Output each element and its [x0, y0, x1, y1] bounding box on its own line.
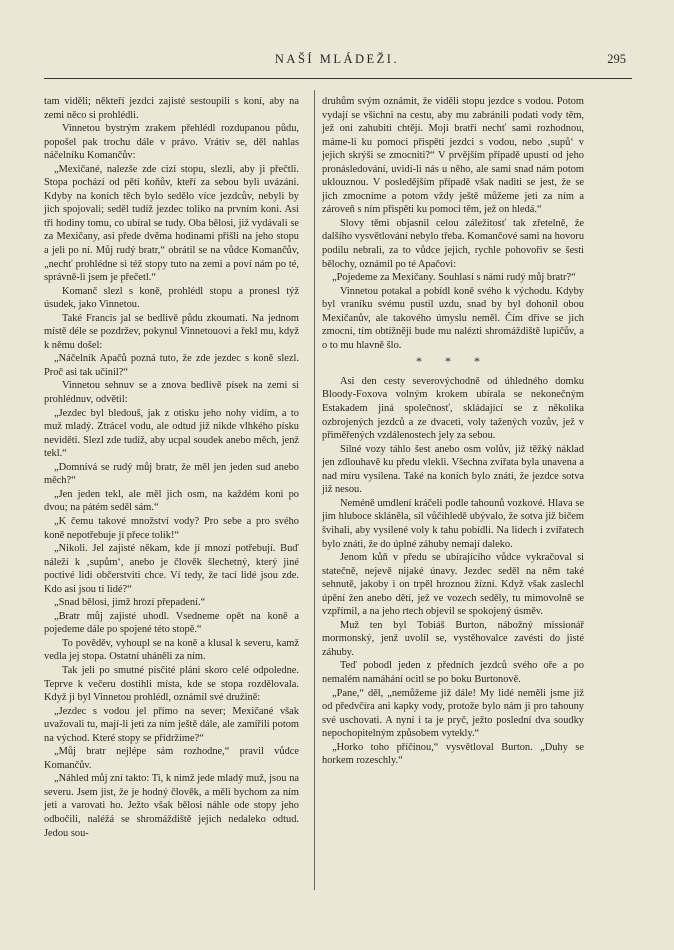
paragraph: Vinnetou bystrým zrakem přehlédl rozdupanou půdu, popošel pak trochu dále v právo. Vrátiv se, děl nahlas náčelníku Komančův: — [44, 123, 299, 162]
paragraph: „K čemu takové množství vody? Pro sebe a pro svého koně nepotřebuje jí přece tolik!“ — [44, 515, 299, 541]
running-title: NAŠÍ MLÁDEŽI. — [274, 52, 400, 66]
paragraph: „Pane,“ děl, „nemůžeme již dále! My lidé neměli jsme již od předvčíra ani kapky vody, protože bylo nám ji pro tahouny své uschovati. A nyní i ta je pryč, ježto poslední dva soudky nepochopitelným způsobem vytekly.“ — [322, 687, 584, 740]
paragraph: Slovy těmi objasnil celou záležitosť tak zřetelně, že dalšího vysvětlování nebylo třeba. Komančové sami na hovoru podílu nebrali, za to vůdce jejich, rychle pohovořiv se šesti bělochy, oznámil po té Apačovi: — [322, 217, 585, 270]
paragraph: „Bratr můj zajisté uhodl. Vsedneme opět na koně a pojedeme dále po spojené této stopě.“ — [44, 610, 299, 636]
paragraph: Jenom kůň v předu se ubírajícího vůdce vykračoval si statečně, nejevě nijaké únavy. Jezdec seděl na něm také sehnutě, jakoby i on trpěl hroznou žízní. Když však zaslechl úpění žen anebo dětí, jež ve vozech seděly, tu mimovolně se vzpřímil, a na jeho rtech objevil se spokojený úsměv. — [322, 552, 584, 618]
paragraph: „Jen jeden tekl, ale měl jich osm, na každém koni po dvou; na pátém seděl sám.“ — [44, 488, 299, 514]
page-number: 295 — [607, 52, 626, 66]
paragraph: „Můj bratr nejlépe sám rozhodne,“ pravil vůdce Komančův. — [44, 746, 299, 771]
paragraph: „Domnívá se rudý můj bratr, že měl jen jeden sud anebo měch?“ — [44, 461, 299, 487]
paragraph: „Jezdec byl bledouš, jak z otisku jeho nohy vidím, a to muž mladý. Ztrácel vodu, ale odtud již nikde vlhkého písku neviděti. Slezl zde tudíž, aby ucpal soudek anebo měch, jenž tekl.“ — [44, 407, 299, 460]
paragraph: druhům svým oznámit, že viděli stopu jezdce s vodou. Potom vydají se všichni na cestu, aby mu zabránili podati vody těm, jež oni zahubiti chtějí. Moji bratři nechť sami rozhodnou, máme-li ku pomoci přispěti jezdci s vodou, nebo ‚supů‘ v jejich skrýši se zmocniti?“ V prvějším případě upustí od jeho pronásledování, uvidí-li nás u něho, ale sami snad nám potom uklouznou. V posledějším případě však naditi se jest, že se jich zmocníme a potom vždy ještě můžeme jeti za ním a zároveň s ním přispěti ku pomoci těm, jež on hledá.“ — [322, 96, 584, 216]
paragraph: „Náčelník Apačů pozná tuto, že zde jezdec s koně slezl. Proč asi tak učinil?“ — [44, 353, 299, 378]
paragraph: Tak jeli po smutné písčité pláni skoro celé odpoledne. Teprve k večeru dostihli místa, kde se stopa rozdělovala. Když ji byl Vinnetou prohlédl, oznámil své družině: — [44, 664, 299, 704]
paragraph: Asi den cesty severovýchodně od úhledného domku Bloody-Foxova volným krokem ubírala se nekonečným Estakadem jiná společnosť, skládající se z několika ozbrojených jezdců a ze dvaceti, voly tažených vozův, jež v přiměřených vzdálenostech jely za sebou. — [322, 375, 584, 442]
paragraph: „Snad bělosi, jimž hrozí přepadení.“ — [54, 597, 206, 609]
paragraph: tam viděli; někteří jezdci zajisté sestoupili s koní, aby na zemi něco si prohlédli. — [44, 96, 299, 121]
section-separator: * * * — [416, 354, 490, 369]
paragraph: „Horko toho příčinou,“ vysvětloval Burton. „Duhy se horkem rozeschly.“ — [322, 741, 584, 767]
paragraph: To pověděv, vyhoupl se na koně a klusal k severu, kamž vedla jej stopa. Ostatní uháněli za ním. — [44, 637, 299, 663]
paragraph: Vinnetou potakal a pobídl koně svého k východu. Kdyby byl vraníku svému pustil uzdu, snad by byl dohonil obou Mexičanův, ale takového úmyslu neměl. Čím dříve se jich zmocní, tím obtížněji bude mu nalézti shromáždiště lupičův, a o to mu hlavně šlo. — [322, 285, 584, 351]
paragraph: Komanč slezl s koně, prohlédl stopu a pronesl týž úsudek, jako Vinnetou. — [44, 285, 299, 311]
paragraph: „Nikoli. Jel zajisté někam, kde jí mnozí potřebují. Buď náleží k ‚supům‘, anebo je člověk šlechetný, který jiné poctivé lidi občerstviti chce. Ví tedy, že tací lidé jsou zde. Kdo asi jsou ti lidé?“ — [44, 543, 299, 595]
paragraph: „Jezdec s vodou jel přímo na sever; Mexičané však uvažovali tu, mají-li jeti za ním ještě dále, ale zamířili potom na východ. Které stopy se přidržíme?“ — [44, 705, 299, 744]
paragraph: „Náhled můj zní takto: Ti, k nimž jede mladý muž, jsou na severu. Jsem jist, že je hodný člověk, a měli bychom za ním jeti a varovati ho. Ježto však bělosi náhle ode stopy jeho odbočili, naléžá se shromáždiště jejich nedaleko odtud. Jedou sou- — [44, 773, 299, 839]
header-rule — [44, 78, 632, 79]
right-column — [322, 95, 584, 768]
column-divider — [314, 90, 315, 890]
paragraph: Silné vozy táhlo šest anebo osm volův, již těžký náklad jen zdlouhavě ku předu vlekli. Všechna zvířata byla unavena a nad míru vysílena. Také na koních bylo znáti, že jezdce sotva již nesou. — [322, 443, 584, 496]
paragraph: Také Francis jal se bedlivě půdu zkoumati. Na jednom místě déle se pozdržev, pokynul Vinnetouovi a řekl mu, když k němu došel: — [44, 312, 299, 351]
left-column — [44, 95, 299, 840]
paragraph: Teď pobodl jeden z předních jezdců svého oře a po nemalém namáhání ocitl se po boku Burtonově. — [322, 660, 584, 685]
paragraph: Vinnetou sehnuv se a znova bedlivě písek na zemi si prohlédnuv, odvětil: — [44, 380, 299, 406]
paragraph: Muž ten byl Tobiáš Burton, nábožný missionář mormonský, jenž uvolil se, vystěhovalce zavésti do jisté záhuby. — [322, 619, 584, 658]
paragraph: Neméně umdlení kráčeli podle tahounů vozkové. Hlava se jim hluboce skláněla, síl vůčihledě ubývalo, že sotva již bičem švihali, aby vysílené voly k tahu pobídli. Na lidech i zvířatech bylo znáti, že do úplné záhuby nemají daleko. — [322, 497, 584, 550]
paragraph: „Mexičané, nalezše zde cizí stopu, slezli, aby ji přečtli. Stopa pochází od pěti koňův, kteří za sebou byli uvázáni. Kdyby na koních těch bylo sedělo více jezdcův, nebyli by jich spojovali; seděl tudíž jezdec toliko na prvním koni. Asi tři hodiny tomu, co ubíral se tudy. Oba bělosi, již vydávali se za Mexičany, asi přede dvěma hodinami přišli na jeho stopu a jeli po ní. Můj rudý bratr,“ obrátil se na vůdce Komančův, „nechť prohlédne si též stopy tuto na zemi a poví nám po té, správně-li jsem je přečetl.“ — [44, 163, 299, 284]
paragraph: „Pojedeme za Mexičany. Souhlasí s námi rudý můj bratr?“ — [332, 272, 576, 284]
